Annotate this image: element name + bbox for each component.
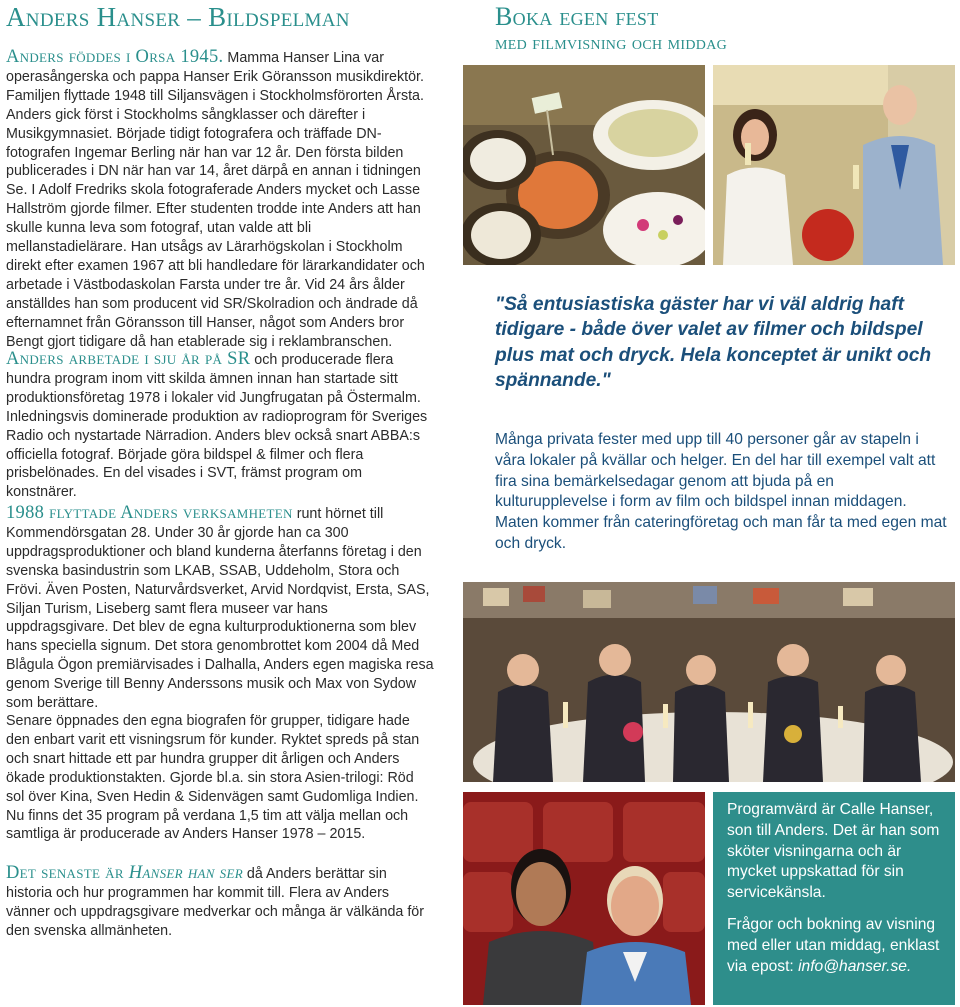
- paragraph-lead: Anders föddes i Orsa 1945.: [6, 47, 224, 67]
- contact-info-box: [713, 792, 955, 1005]
- booking-info: [727, 915, 945, 977]
- party-description: Många privata fester med upp till 40 personer går av stapeln i våra lokaler på kvällar och helger. En del har till exempel valt att fira sina bemärkelsedagar genom att bjuda på en kulturupplevelse i form av film och bildspel innan middagen. Maten kommer från cateringföretag och man får ta med egen mat och dryck.: [495, 431, 947, 552]
- paragraph-lead: Det senaste är: [6, 863, 129, 883]
- section-subtitle: med filmvisning och middag: [495, 32, 728, 54]
- paragraph-body: Mamma Hanser Lina var operasångerska och pappa Hanser Erik Göransson musikdirektör. Familjen flyttade 1948 till Siljansvägen i Stockholmsförorten Årsta. Anders gick först i Stockholms sångklasser och därefter i Musikgymnasiet. Började tidigt fotografera och träffade DN-fotografen Ingemar Berling när han var 12 år. Den första bilden publicerades i DN när han var 14, året därpå en annan i tidningen Se. I Adolf Fredriks skola fotograferade Anders mycket och Lasse Hallström gjorde filmer. Efter studenten trodde inte Anders att han skulle kunna leva som fotograf, utan valde att bli mellanstadielärare. Han utsågs av Lärarhögskolan i Stockholm direkt efter examen 1967 att bli handledare för lärarkandidater och arbetade i Västbodaskolan Farsta under tre år. Vid 24 års ålder anställdes han som producent vid SR/Skolradion och ändrade då efternamnet från Göransson till Hanser, något som Anders bror Bengt gjort tidigare då han etablerade sig i reklambranschen.: [6, 50, 425, 350]
- film-title: Hanser han ser: [128, 863, 243, 883]
- guest-quote: "Så entusiastiska gäster har vi väl aldrig haft tidigare - både över valet av filmer och bildspel plus mat och dryck. Hela konceptet är unikt och spännande.": [495, 294, 932, 391]
- biography-paragraph-2: [6, 350, 434, 502]
- paragraph-body: runt hörnet till Kommendörsgatan 28. Under 30 år gjorde han ca 300 uppdragsproduktioner och bland kunderna återfanns företag i den svenska basindustrin som LKAB, SSAB, Uddeholm, Stora och Frövi. Även Posten, Naturvårdsverket, Arvid Nordqvist, Ersta, SAS, Siljan Turism, Liseberg samt flera museer var hans uppdragsgivare. Det blev de egna kulturproduktionerna som blev hans speciella signum. Det stora genombrottet kom 2004 då Med Blågula Ögon premiärvisades i Dalhalla, Anders egen magiska resa genom Sverige till Benny Anderssons musik och Max von Sydow som berättare.: [6, 506, 434, 712]
- buffet-photo: [463, 65, 705, 265]
- section-title: Boka egen fest: [495, 2, 659, 31]
- biography-paragraph-4: [6, 712, 434, 844]
- biography-paragraph-5: [6, 864, 434, 941]
- email-link[interactable]: info@hanser.se.: [798, 957, 912, 975]
- paragraph-body: och producerade flera hundra program inom vitt skilda ämnen innan han startade sitt produktionsföretag 1978 i lokaler vid Jungfrugatan på Östermalm. Inledningsvis dominerade produktion av radioprogram för Sveriges Radio och nystartade Närradion. Anders blev också snart ABBA:s officiella fotograf. Började göra bildspel & filmer och flera prisbelönades. En del visades i SVT, främst program om konstnärer.: [6, 352, 428, 501]
- paragraph-body: Senare öppnades den egna biografen för grupper, tidigare hade den enbart varit ett visningsrum för kunder. Ryktet spreds på stan och snart hittade ett par hundra grupper dit årligen och Anders ökade produktionstakten. Gjorde bl.a. sin stora Asien-trilogi: Röd sol över Kina, Sven Hedin & Sidenvägen samt Gudomliga Indien. Nu finns det 35 program på verdana 1,5 tim att välja mellan och samtliga är producerade av Anders Hanser 1978 – 2015.: [6, 713, 420, 843]
- paragraph-lead: 1988 flyttade Anders verksamheten: [6, 503, 293, 523]
- page-title: Anders Hanser – Bildspelman: [6, 2, 350, 32]
- biography-paragraph-1: [6, 48, 434, 352]
- couple-toasting-photo: [713, 65, 955, 265]
- paragraph-body: då Anders berättar sin historia och hur programmen har kommit till. Flera av Anders vänner och uppdragsgivare medverkar och många är välkända för den svenska allmänheten.: [6, 866, 425, 939]
- booking-text: Frågor och bokning av visning med eller utan middag, enklast via epost:: [727, 915, 940, 975]
- host-info: Programvärd är Calle Hanser, son till Anders. Det är han som sköter visningarna och är mycket uppskattad för sin servicekänsla.: [727, 801, 940, 902]
- two-men-portrait-photo: [463, 792, 705, 1005]
- paragraph-lead: Anders arbetade i sju år på SR: [6, 349, 251, 369]
- biography-paragraph-3: [6, 504, 434, 713]
- dinner-party-photo: [463, 582, 955, 782]
